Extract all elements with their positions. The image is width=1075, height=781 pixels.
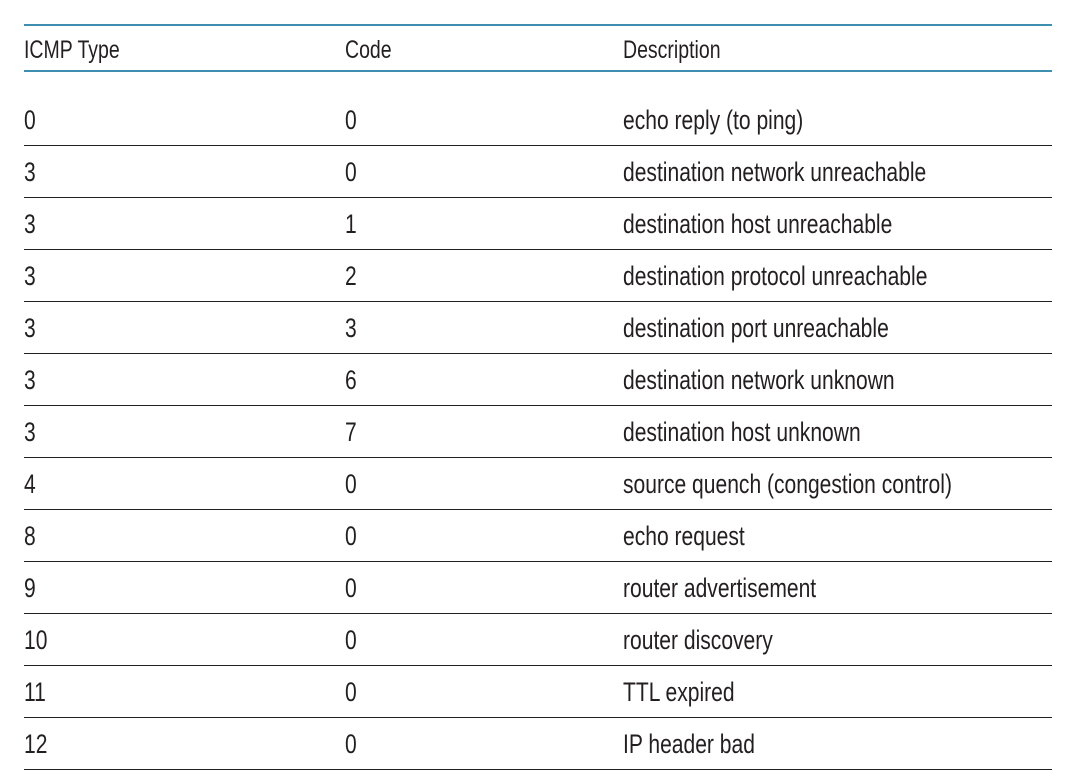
header-description: Description <box>623 36 721 64</box>
cell-icmp-type: 8 <box>24 521 36 551</box>
cell-icmp-type: 3 <box>24 365 36 395</box>
header-spacer <box>24 72 1052 94</box>
cell-description: router discovery <box>623 625 773 655</box>
header-icmp-type: ICMP Type <box>24 36 120 64</box>
cell-code: 0 <box>345 469 357 499</box>
cell-icmp-type: 0 <box>24 105 36 135</box>
table-row <box>24 302 1052 354</box>
cell-description: destination host unknown <box>623 417 861 447</box>
table-row <box>24 718 1052 770</box>
table-body <box>24 94 1052 770</box>
cell-description: echo request <box>623 521 745 551</box>
cell-icmp-type: 3 <box>24 261 36 291</box>
cell-code: 2 <box>345 261 357 291</box>
cell-code: 0 <box>345 105 357 135</box>
cell-code: 6 <box>345 365 357 395</box>
cell-description: destination network unknown <box>623 365 895 395</box>
cell-description: echo reply (to ping) <box>623 105 804 135</box>
icmp-type-table <box>24 24 1052 770</box>
table-row <box>24 458 1052 510</box>
table-row <box>24 614 1052 666</box>
cell-icmp-type: 3 <box>24 417 36 447</box>
cell-icmp-type: 4 <box>24 469 36 499</box>
table-header <box>24 24 1052 72</box>
cell-code: 0 <box>345 677 357 707</box>
cell-description: IP header bad <box>623 729 755 759</box>
cell-icmp-type: 9 <box>24 573 36 603</box>
cell-code: 0 <box>345 521 357 551</box>
table-row <box>24 198 1052 250</box>
table-row <box>24 250 1052 302</box>
cell-icmp-type: 10 <box>24 625 48 655</box>
table-row <box>24 146 1052 198</box>
cell-code: 0 <box>345 157 357 187</box>
header-code: Code <box>345 36 392 64</box>
cell-description: destination host unreachable <box>623 209 893 239</box>
cell-icmp-type: 3 <box>24 313 36 343</box>
cell-code: 7 <box>345 417 357 447</box>
cell-code: 0 <box>345 729 357 759</box>
cell-code: 3 <box>345 313 357 343</box>
table-row <box>24 94 1052 146</box>
table-row <box>24 666 1052 718</box>
table-row <box>24 406 1052 458</box>
table-row <box>24 510 1052 562</box>
cell-description: destination port unreachable <box>623 313 889 343</box>
cell-icmp-type: 3 <box>24 209 36 239</box>
cell-description: destination protocol unreachable <box>623 261 928 291</box>
table-row <box>24 354 1052 406</box>
cell-code: 1 <box>345 209 357 239</box>
cell-icmp-type: 3 <box>24 157 36 187</box>
cell-icmp-type: 12 <box>24 729 48 759</box>
cell-icmp-type: 11 <box>24 677 46 707</box>
cell-code: 0 <box>345 625 357 655</box>
cell-description: source quench (congestion control) <box>623 469 952 499</box>
cell-code: 0 <box>345 573 357 603</box>
cell-description: TTL expired <box>623 677 735 707</box>
cell-description: destination network unreachable <box>623 157 927 187</box>
cell-description: router advertisement <box>623 573 817 603</box>
table-row <box>24 562 1052 614</box>
